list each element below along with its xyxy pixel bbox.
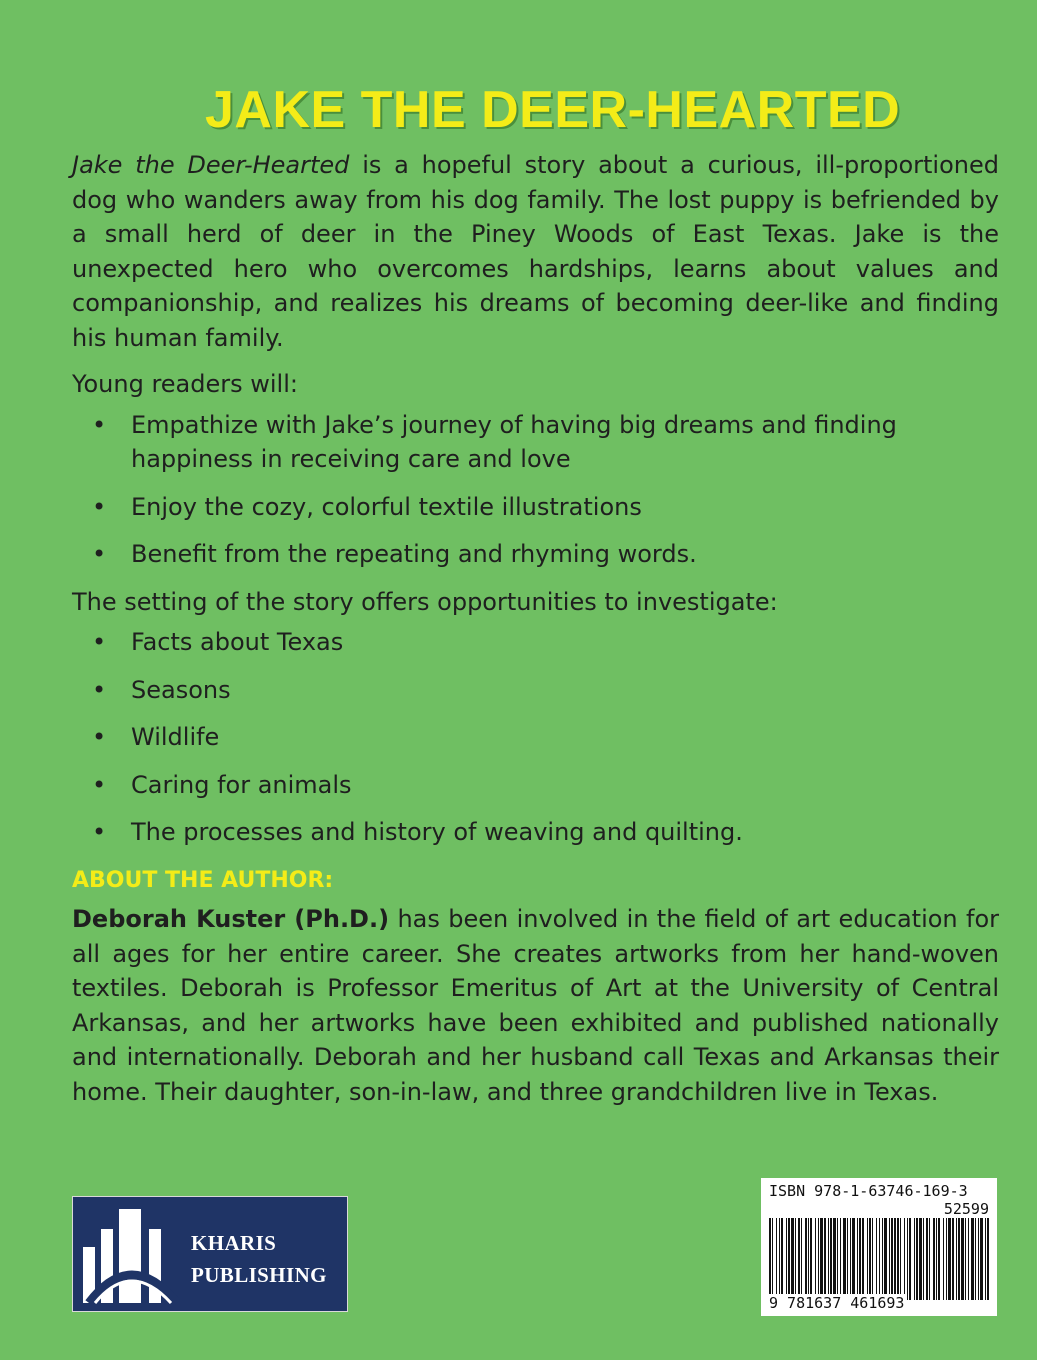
barcode-bar [837,1218,838,1300]
list-item: • Seasons [72,673,999,708]
intro-book-title: Jake the Deer-Hearted [72,151,350,179]
publisher-name-line2: PUBLISHING [191,1263,327,1287]
barcode-bar [818,1218,819,1300]
barcode-bar [968,1218,969,1300]
isbn-text: ISBN 978-1-63746-169-3 [769,1182,968,1200]
barcode-bar [850,1218,851,1300]
barcode-bar [859,1218,861,1300]
barcode-bar [980,1218,983,1300]
barcode-bar [923,1218,924,1300]
list-item: • Facts about Texas [72,625,999,660]
barcode-bar [946,1218,947,1300]
barcode-bar [879,1218,880,1300]
publisher-name [191,1227,327,1291]
barcode-bar [815,1218,816,1300]
barcode-number: 9 781637 461693 [769,1294,905,1312]
barcode-bar [961,1218,964,1300]
barcode-bar [820,1218,823,1300]
barcode-bar [857,1218,858,1300]
barcode-bar [948,1218,951,1300]
barcode-bar [900,1218,901,1300]
isbn-barcode [761,1178,997,1316]
barcode-bar [985,1218,986,1300]
barcode-bar [914,1218,915,1300]
barcode-bar [938,1218,940,1300]
barcode-bar [801,1218,802,1300]
barcode-bar [795,1218,796,1300]
barcode-bar [867,1218,868,1300]
barcode-bar [776,1218,777,1300]
barcode-bar [916,1218,918,1300]
readers-list [72,408,999,572]
barcode-bar [830,1218,832,1300]
barcode-bar [884,1218,887,1300]
barcode-bar [847,1218,848,1300]
list-item: • Enjoy the cozy, colorful textile illustrations [72,490,999,525]
barcode-bar [798,1218,800,1300]
barcode-bar [828,1218,829,1300]
barcode-bar [987,1218,989,1300]
barcode-bar [936,1218,937,1300]
barcode-bar [891,1218,893,1300]
barcode-bar [904,1218,905,1300]
barcode-bar [869,1218,871,1300]
barcode-bar [833,1218,836,1300]
barcode-bar [956,1218,957,1300]
barcode-bar [824,1218,826,1300]
barcode-bar [769,1218,771,1300]
list-item: • Caring for animals [72,768,999,803]
arch-logo-icon [81,1207,181,1305]
barcode-bar [791,1218,794,1300]
barcode-bar [933,1218,935,1300]
barcode-bar [772,1218,773,1300]
list-item: • Benefit from the repeating and rhyming words. [72,537,999,572]
back-cover-text [72,148,999,1109]
barcode-bar [894,1218,896,1300]
setting-lead: The setting of the story offers opportunities to investigate: [72,587,778,616]
barcode-bar [872,1218,873,1300]
barcode-bar [840,1218,841,1300]
barcode-bar [788,1218,790,1300]
barcode-bar [952,1218,954,1300]
barcode-bar [958,1218,960,1300]
list-item: • Empathize with Jake’s journey of having big dreams and finding happiness in receiving care and love [72,408,999,477]
barcode-bar [843,1218,846,1300]
barcode-bar [852,1218,855,1300]
barcode-bar [889,1218,890,1300]
barcode-bar [978,1218,979,1300]
intro-text: is a hopeful story about a curious, ill-proportioned dog who wanders away from his dog family. The lost puppy is befriended by a small herd of deer in the Piney Woods of East Texas. Jake is the unexpected hero who overcomes hardships, learns about values and companionship, and realizes his dreams of becoming deer-like and finding his human family. [72,151,999,352]
author-name: Deborah Kuster (Ph.D.) [72,905,390,933]
barcode-bar [786,1218,787,1300]
barcode-bar [862,1218,864,1300]
publisher-name-line1: KHARIS [191,1231,277,1255]
barcode-bar [882,1218,883,1300]
barcode-bar [781,1218,783,1300]
barcode-bar [926,1218,928,1300]
barcode-bar [808,1218,809,1300]
author-bio [72,902,999,1109]
readers-lead: Young readers will: [72,370,298,398]
barcode-bar [943,1218,944,1300]
setting-list [72,625,999,850]
barcode-bar [876,1218,877,1300]
barcode-bar [971,1218,974,1300]
publisher-logo [72,1196,348,1312]
barcode-bars [769,1218,989,1300]
barcode-bar [909,1218,911,1300]
author-bio-text: has been involved in the field of art education for all ages for her entire career. She creates artworks from her hand-woven textiles. Deborah is Professor Emeritus of Art at the University of Central Arkansas, and her artworks have been exhibited and published nationally and internationally. Deborah and her husband call Texas and Arkansas their home. Their daughter, son-in-law, and three grandchildren live in Texas. [72,905,999,1106]
barcode-bar [779,1218,780,1300]
barcode-bar [805,1218,807,1300]
list-item: • Wildlife [72,720,999,755]
price-code: 52599 [943,1200,989,1218]
barcode-bar [907,1218,908,1300]
barcode-bar [975,1218,976,1300]
barcode-bar [965,1218,966,1300]
about-author-heading: ABOUT THE AUTHOR: [72,867,334,893]
intro-paragraph [72,148,999,355]
barcode-bar [897,1218,899,1300]
list-item: • The processes and history of weaving and quilting. [72,815,999,850]
barcode-bar [919,1218,922,1300]
barcode-bar [810,1218,812,1300]
book-title: JAKE THE DEER-HEARTED [205,81,901,139]
barcode-bar [929,1218,930,1300]
